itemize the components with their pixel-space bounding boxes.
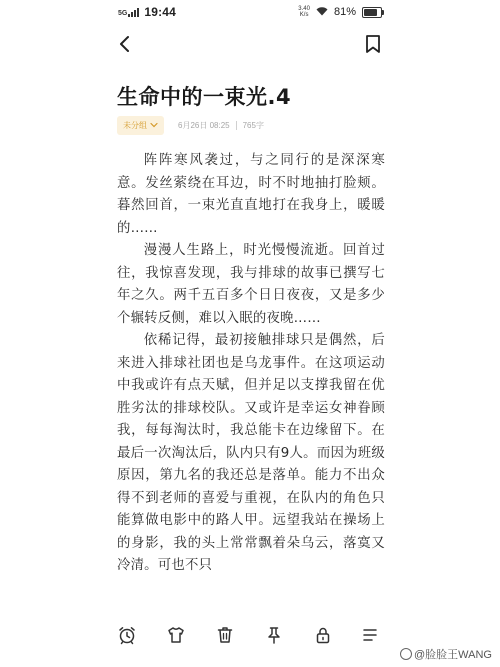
note-body[interactable] [117, 150, 385, 610]
net-speed-value: 3.40 [298, 6, 310, 12]
category-label: 未分组 [123, 120, 147, 130]
bookmark-icon [362, 33, 384, 55]
shirt-icon [166, 625, 186, 645]
status-time: 19:44 [144, 5, 177, 19]
paragraph: 依稀记得，最初接触排球只是偶然，后来进入排球社团也是乌龙事件。在这项运动中我或许有点天赋，但并足以支撑我留在优胜劣汰的排球校队。又或许是幸运女神眷顾我，每每淘汰时，我总能卡在边缘留下。在最后一次淘汰后，队内只有9人。而因为班级原因，第九名的我还总是落单。能力不出众得不到老师的喜爱与重视，在队内的角色只能算做电影中的路人甲。远望我站在操场上的身影，我的头上常常飘着朵乌云，落寞又冷清。可也不只 [117, 333, 385, 573]
chevron-left-icon [114, 33, 136, 55]
back-button[interactable] [114, 33, 136, 55]
list-icon [360, 625, 380, 645]
status-right [298, 5, 382, 19]
watermark [400, 646, 492, 662]
chevron-down-icon [150, 122, 158, 128]
note-meta [117, 115, 387, 135]
status-bar [0, 0, 500, 24]
battery-icon [362, 7, 382, 18]
content-fade [100, 598, 400, 612]
wifi-icon [316, 5, 328, 19]
meta-divider [236, 121, 237, 130]
signal-label: 5G [118, 10, 128, 17]
watermark-text: @脸脸王WANG [414, 649, 492, 661]
net-speed-unit: K/s [299, 12, 309, 18]
category-dropdown[interactable] [117, 116, 164, 135]
bottom-toolbar [0, 612, 500, 667]
signal-indicator [118, 7, 139, 17]
bookmark-button[interactable] [362, 33, 384, 55]
paragraph: 阵阵寒风袭过，与之同行的是深深寒意。发丝萦绕在耳边，时不时地抽打脸颊。暮然回首，一束光直直地打在我身上，暖暖的…… [117, 153, 385, 236]
word-count: 765字 [242, 120, 264, 130]
status-left [118, 5, 176, 19]
nav-bar [0, 24, 500, 66]
net-speed [298, 6, 310, 18]
note-date: 6月26日 08:25 [178, 120, 230, 130]
weibo-logo-icon [400, 648, 412, 660]
lock-icon [313, 625, 333, 645]
pin-icon [264, 625, 284, 645]
battery-percent: 81% [333, 6, 356, 18]
alarm-clock-icon [117, 625, 137, 645]
paragraph: 漫漫人生路上，时光慢慢流逝。回首过往，我惊喜发现，我与排球的故事已撰写七年之久。两千五百多个日日夜夜，又是多少个辗转反侧，难以入眠的夜晚…… [117, 243, 385, 326]
pin-button[interactable] [264, 625, 284, 645]
theme-button[interactable] [166, 625, 186, 645]
battery-fill [364, 9, 377, 16]
delete-button[interactable] [215, 625, 235, 645]
trash-icon [215, 625, 235, 645]
signal-icon [128, 7, 139, 17]
lock-button[interactable] [313, 625, 333, 645]
note-title: 生命中的一束光.4 [117, 85, 292, 109]
more-button[interactable] [360, 625, 380, 645]
reminder-button[interactable] [117, 625, 137, 645]
